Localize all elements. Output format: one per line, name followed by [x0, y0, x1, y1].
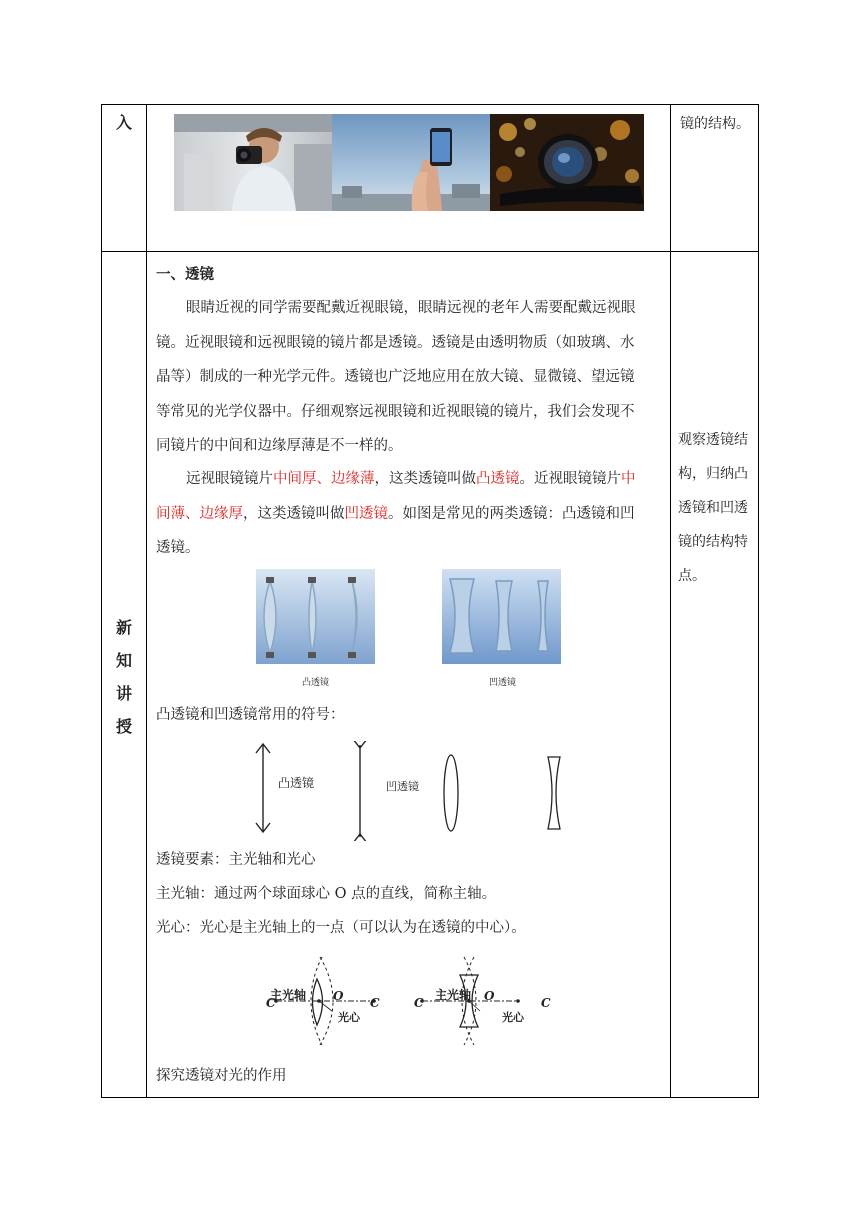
smartphone-image — [332, 114, 490, 211]
side-note-line: 观察透镜结 — [678, 432, 748, 448]
convex-caption: 凸透镜 — [302, 678, 330, 688]
concave-symbol-label: 凹透镜 — [386, 780, 419, 793]
symbols-intro: 凸透镜和凹透镜常用的符号： — [156, 707, 345, 723]
column-divider — [670, 105, 671, 1097]
camera-lens-image — [490, 114, 644, 211]
lens-elements-line: 透镜要素：主光轴和光心 — [156, 852, 316, 868]
paragraph-line: 晶等）制成的一种光学元件。透镜也广泛地应用在放大镜、显微镜、望远镜 — [156, 369, 635, 385]
explore-line: 探究透镜对光的作用 — [156, 1068, 287, 1084]
side-note-line: 构，归纳凸 — [678, 466, 748, 482]
diagram-c-label: C — [414, 996, 424, 1010]
principal-axis-diagram — [262, 953, 562, 1053]
paragraph-line: 镜。近视眼镜和远视眼镜的镜片都是透镜。透镜是由透明物质（如玻璃、水 — [156, 335, 635, 351]
optical-center-line: 光心：光心是主光轴上的一点（可以认为在透镜的中心）。 — [156, 920, 526, 936]
diagram-o-label: O — [333, 989, 344, 1003]
paragraph-line: 间薄、边缘厚，这类透镜叫做凹透镜。如图是常见的两类透镜：凸透镜和凹 — [156, 506, 635, 522]
side-note-line: 透镜和凹透 — [678, 500, 748, 516]
diagram-c-label: C — [266, 996, 276, 1010]
concave-caption: 凹透镜 — [489, 678, 517, 688]
paragraph-line: 同镜片的中间和边缘厚薄是不一样的。 — [156, 438, 403, 454]
diagram-axis-label: 主光轴 — [270, 988, 307, 1002]
diagram-axis-label: 主光轴 — [435, 988, 472, 1002]
side-note-line: 镜的结构特 — [678, 534, 748, 550]
stage-label-intro: 入 — [116, 113, 133, 132]
stage-char: 讲 — [115, 684, 132, 703]
stage-char: 新 — [115, 618, 132, 637]
side-note-intro: 镜的结构。 — [680, 116, 750, 132]
diagram-o-label: O — [484, 989, 495, 1003]
lesson-table — [101, 104, 759, 1098]
concave-lens-photo — [442, 569, 561, 664]
stage-char: 知 — [115, 651, 132, 670]
column-divider — [146, 105, 147, 1097]
convex-lens-photo — [256, 569, 375, 664]
paragraph-line: 等常见的光学仪器中。仔细观察远视眼镜和近视眼镜的镜片，我们会发现不 — [156, 404, 635, 420]
stage-char: 授 — [115, 717, 132, 736]
convex-symbol-label: 凸透镜 — [278, 776, 315, 790]
diagram-center-label: 光心 — [338, 1011, 360, 1024]
paragraph-line: 眼睛近视的同学需要配戴近视眼镜，眼睛远视的老年人需要配戴远视眼 — [186, 300, 636, 316]
paragraph-line: 远视眼镜镜片中间厚、边缘薄，这类透镜叫做凸透镜。近视眼镜镜片中 — [186, 471, 636, 487]
principal-axis-line: 主光轴：通过两个球面球心 O 点的直线，简称主轴。 — [156, 886, 497, 902]
stage-label-main — [114, 611, 134, 743]
section-heading: 一、透镜 — [156, 266, 214, 283]
side-note-main — [678, 423, 758, 593]
row-divider — [102, 251, 758, 252]
diagram-c-label: C — [370, 996, 380, 1010]
photographer-image — [174, 114, 332, 211]
diagram-center-label: 光心 — [502, 1011, 524, 1024]
diagram-c-label: C — [541, 996, 551, 1010]
side-note-line: 点。 — [678, 568, 706, 584]
paragraph-line: 透镜。 — [156, 540, 200, 556]
